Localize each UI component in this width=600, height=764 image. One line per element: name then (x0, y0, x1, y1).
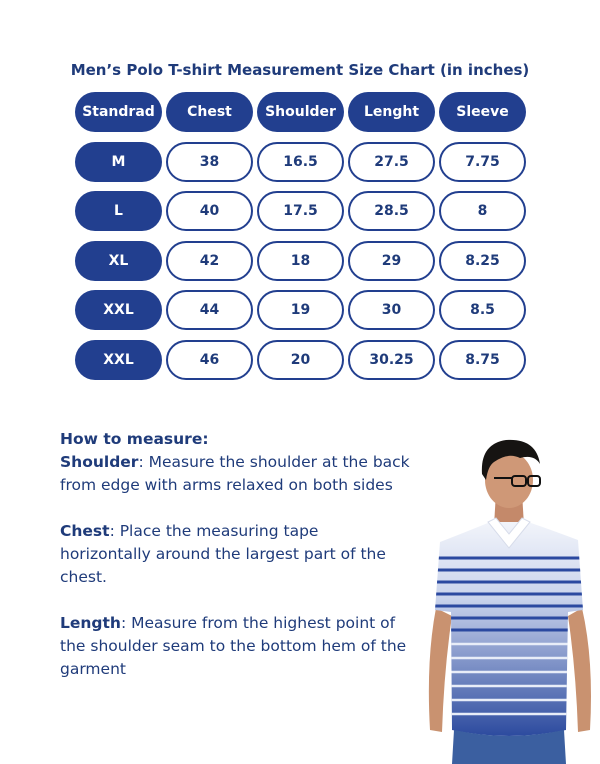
shoulder-value: 19 (257, 290, 344, 330)
sleeve-value: 7.75 (439, 142, 526, 182)
shoulder-value: 17.5 (257, 191, 344, 231)
size-label: M (75, 142, 162, 182)
chest-value: 38 (166, 142, 253, 182)
chest-value: 44 (166, 290, 253, 330)
size-label: XXL (75, 290, 162, 330)
shoulder-text: : Measure the shoulder at the back from edge with arms relaxed on both sides (60, 453, 410, 494)
how-to-measure (60, 428, 410, 704)
header-shoulder: Shoulder (257, 92, 344, 132)
chest-term: Chest (60, 522, 110, 540)
chest-value: 46 (166, 340, 253, 380)
sleeve-value: 8.75 (439, 340, 526, 380)
length-value: 27.5 (348, 142, 435, 182)
chest-text: : Place the measuring tape horizontally around the largest part of the chest. (60, 522, 386, 586)
sleeve-value: 8 (439, 191, 526, 231)
chest-value: 40 (166, 191, 253, 231)
sleeve-value: 8.5 (439, 290, 526, 330)
chart-title: Men’s Polo T-shirt Measurement Size Chart (in inches) (70, 61, 530, 79)
length-text: : Measure from the highest point of the shoulder seam to the bottom hem of the garment (60, 614, 407, 678)
header-sleeve: Sleeve (439, 92, 526, 132)
chest-instruction (60, 520, 410, 589)
size-label: XL (75, 241, 162, 281)
header-length: Lenght (348, 92, 435, 132)
length-value: 29 (348, 241, 435, 281)
length-value: 30.25 (348, 340, 435, 380)
shoulder-value: 20 (257, 340, 344, 380)
header-standard: Standrad (75, 92, 162, 132)
header-chest: Chest (166, 92, 253, 132)
chest-value: 42 (166, 241, 253, 281)
length-value: 28.5 (348, 191, 435, 231)
shoulder-term: Shoulder (60, 453, 139, 471)
length-value: 30 (348, 290, 435, 330)
model-wearing-polo-image (418, 430, 600, 764)
right-arm (568, 608, 591, 732)
size-label: L (75, 191, 162, 231)
how-to-heading: How to measure: (60, 430, 209, 448)
length-term: Length (60, 614, 121, 632)
shoulder-value: 16.5 (257, 142, 344, 182)
left-arm (429, 608, 452, 732)
length-instruction (60, 612, 410, 681)
size-chart-table (75, 92, 525, 382)
shoulder-value: 18 (257, 241, 344, 281)
shoulder-instruction (60, 451, 410, 497)
sleeve-value: 8.25 (439, 241, 526, 281)
size-label: XXL (75, 340, 162, 380)
